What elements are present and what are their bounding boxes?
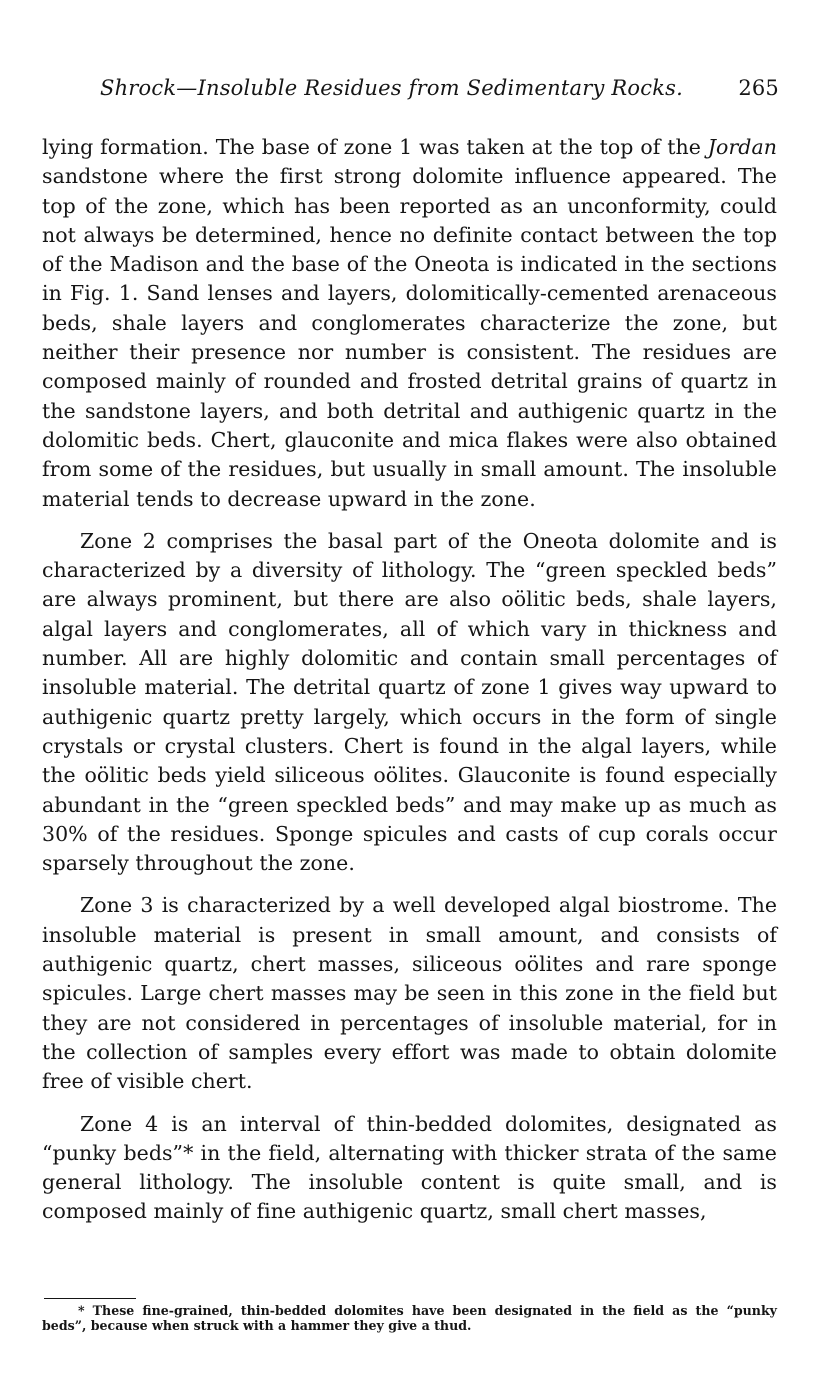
paragraph-3: Zone 3 is characterized by a well developed algal biostrome. The insoluble material is present in small amount, and consists of authigenic quartz, chert masses, siliceous oölites and rare sponge spicules. Large chert masses may be seen in this zone in the field but they are not considered in percentages of insoluble material, for in the collection of samples every effort was made to obtain dolomite free of visible chert. xyxy=(42,893,777,1094)
paragraph-4: Zone 4 is an interval of thin-bedded dolomites, designated as “punky beds”* in the field, alternating with thicker strata of the same general lithology. The insoluble content is quite small, and is composed mainly of fine authigenic quartz, small chert masses, xyxy=(42,1111,777,1224)
body-text xyxy=(42,133,777,1240)
paragraph-2: Zone 2 comprises the basal part of the Oneota dolomite and is characterized by a diversity of lithology. The “green speckled beds” are always prominent, but there are also oölitic beds, shale layers, algal layers and conglomerates, all of which vary in thickness and number. All are highly dolomitic and contain small percentages of insoluble material. The detrital quartz of zone 1 gives way upward to authigenic quartz pretty largely, which occurs in the form of single crystals or crystal clusters. Chert is found in the algal layers, while the oölitic beds yield siliceous oölites. Glauconite is found especially abundant in the “green speckled beds” and may make up as much as 30% of the residues. Sponge spicules and casts of cup corals occur sparsely throughout the zone. xyxy=(42,528,777,876)
paragraph-1-italic-jordan: Jordan xyxy=(707,135,777,159)
running-title: Shrock—Insoluble Residues from Sedimentary Rocks. xyxy=(100,76,684,100)
footnote: * These fine-grained, thin-bedded dolomites have been designated in the field as the “punky beds”, because when struck with a hammer they give a thud. xyxy=(42,1303,777,1333)
paragraph-1 xyxy=(42,133,777,514)
running-header xyxy=(100,76,779,100)
page-number: 265 xyxy=(738,76,779,100)
paragraph-1-text-a: lying formation. The base of zone 1 was taken at the top of the xyxy=(42,135,708,159)
footnote-divider xyxy=(44,1298,136,1299)
paragraph-1-text-b: sandstone where the first strong dolomite influence appeared. The top of the zone, which has been reported as an unconformity, could not always be determined, hence no definite contact between the top of the Madison and the base of the Oneota is indicated in the sections in Fig. 1. Sand lenses and layers, dolomitically-cemented arenaceous beds, shale layers and conglomerates characterize the zone, but neither their presence nor number is consistent. The residues are composed mainly of rounded and frosted detrital grains of quartz in the sandstone layers, and both detrital and authigenic quartz in the dolomitic beds. Chert, glauconite and mica flakes were also obtained from some of the residues, but usually in small amount. The insoluble material tends to decrease upward in the zone. xyxy=(42,164,777,511)
